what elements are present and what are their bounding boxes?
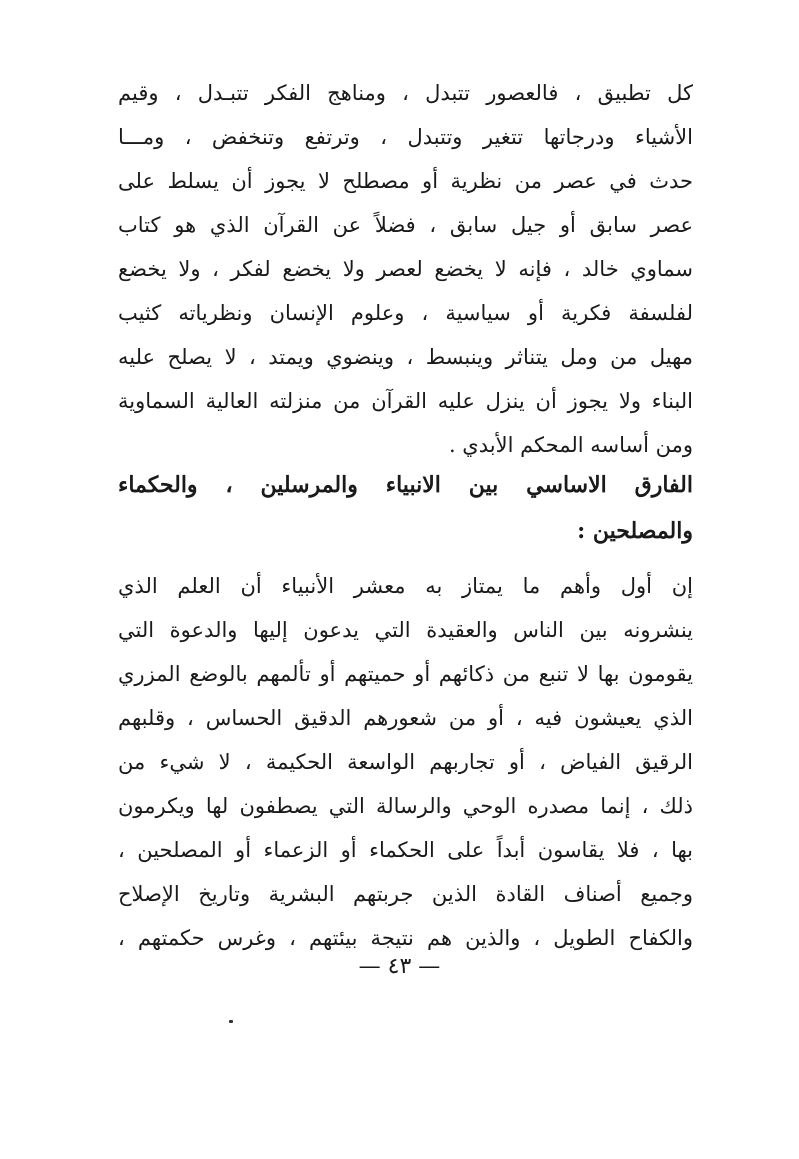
paragraph-line: والكفاح الطويل ، والذين هم نتيجة بيئتهم ، وغرس حكمتهم ،: [118, 926, 693, 950]
heading-line: والمصلحين :: [577, 518, 693, 544]
paragraph-line: ينشرونه بين الناس والعقيدة التي يدعون إليها والدعوة التي: [118, 618, 693, 642]
ink-speck: [229, 1020, 233, 1023]
paragraph-line: ذلك ، إنما مصدره الوحي والرسالة التي يصطفون لها ويكرمون: [118, 794, 693, 818]
paragraph-line: ومن أساسه المحكم الأبدي .: [448, 433, 693, 457]
paragraph-1: [118, 71, 693, 467]
paragraph-2: [118, 564, 693, 960]
paragraph-line: الذي يعيشون فيه ، أو من شعورهم الدقيق الحساس ، وقلبهم: [118, 706, 693, 730]
page-number: — ٤٣ —: [358, 954, 441, 979]
paragraph-line: الرقيق الفياض ، أو تجاربهم الواسعة الحكيمة ، لا شيء من: [118, 750, 693, 774]
paragraph-line: حدث في عصر من نظرية أو مصطلح لا يجوز أن يسلط على: [118, 169, 693, 193]
paragraph-line: البناء ولا يجوز أن ينزل عليه القرآن من منزلته العالية السماوية: [118, 389, 693, 413]
paragraph-line: بها ، فلا يقاسون أبداً على الحكماء أو الزعماء أو المصلحين ،: [118, 838, 693, 862]
paragraph-line: إن أول وأهم ما يمتاز به معشر الأنبياء أن العلم الذي: [118, 574, 693, 598]
paragraph-line: الأشياء ودرجاتها تتغير وتتبدل ، وترتفع وتنخفض ، ومـــا: [118, 125, 693, 149]
paragraph-line: كل تطبيق ، فالعصور تتبدل ، ومناهج الفكر تتبـدل ، وقيم: [118, 81, 693, 105]
paragraph-line: سماوي خالد ، فإنه لا يخضع لعصر ولا يخضع لفكر ، ولا يخضع: [118, 257, 693, 281]
paragraph-line: عصر سابق أو جيل سابق ، فضلاً عن القرآن الذي هو كتاب: [118, 213, 693, 237]
paragraph-line: مهيل من ومل يتناثر وينبسط ، وينضوي ويمتد ، لا يصلح عليه: [118, 345, 693, 369]
paragraph-line: يقومون بها لا تنبع من ذكائهم أو حميتهم أو تألمهم بالوضع المزري: [118, 662, 693, 686]
paragraph-line: لفلسفة فكرية أو سياسية ، وعلوم الإنسان ونظرياته كثيب: [118, 301, 693, 325]
section-heading: [118, 462, 693, 554]
paragraph-line: وجميع أصناف القادة الذين جربتهم البشرية وتاريخ الإصلاح: [118, 882, 693, 906]
heading-line: الفارق الاساسي بين الانبياء والمرسلين ، والحكماء: [118, 472, 693, 498]
